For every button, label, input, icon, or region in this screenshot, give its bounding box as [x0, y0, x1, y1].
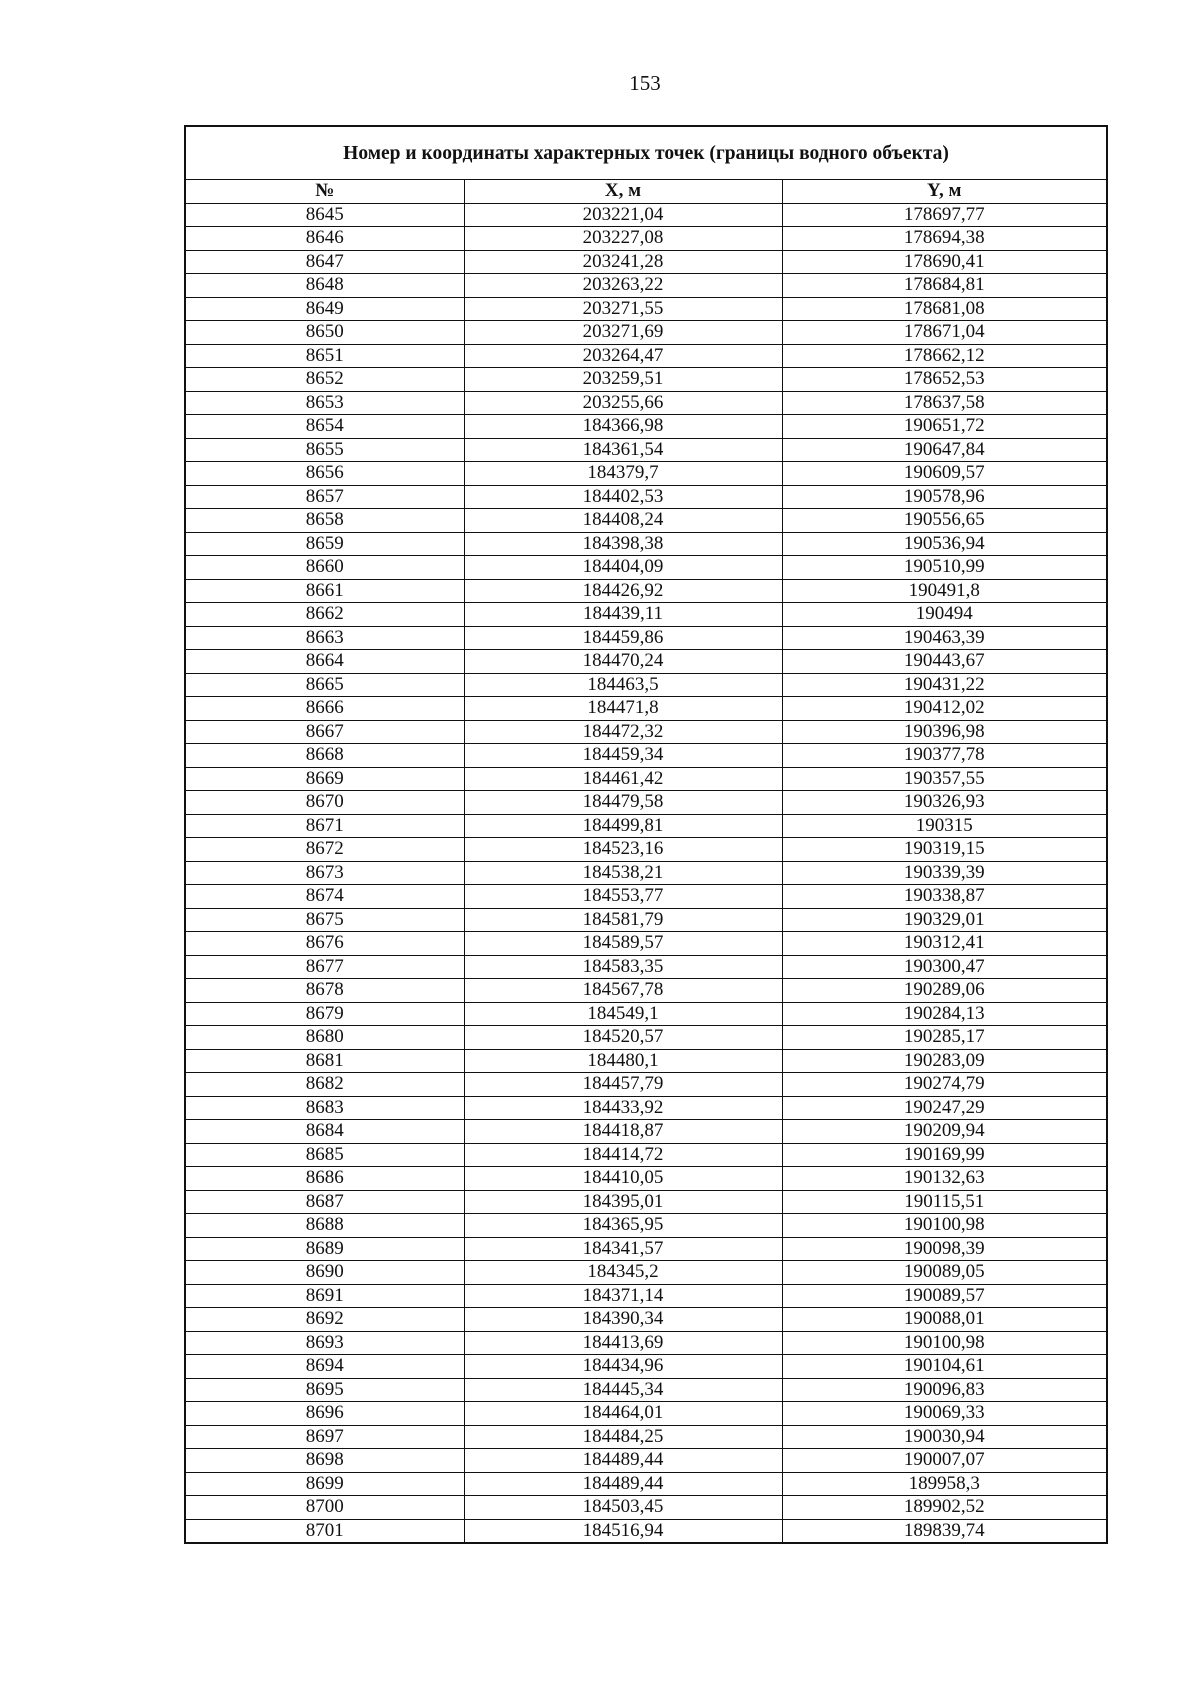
- table-row: [185, 462, 1107, 486]
- point-number-cell: 8686: [185, 1167, 464, 1191]
- table-row: [185, 1472, 1107, 1496]
- table-row: [185, 1143, 1107, 1167]
- table-row: [185, 1284, 1107, 1308]
- x-coordinate-cell: 203259,51: [464, 368, 782, 392]
- y-coordinate-cell: 178652,53: [782, 368, 1107, 392]
- table-row: [185, 556, 1107, 580]
- table-row: [185, 932, 1107, 956]
- table-row: [185, 1331, 1107, 1355]
- y-coordinate-cell: 190132,63: [782, 1167, 1107, 1191]
- table-row: [185, 1449, 1107, 1473]
- point-number-cell: 8662: [185, 603, 464, 627]
- table-body: [185, 203, 1107, 1543]
- point-number-cell: 8669: [185, 767, 464, 791]
- y-coordinate-cell: 190609,57: [782, 462, 1107, 486]
- point-number-cell: 8685: [185, 1143, 464, 1167]
- x-coordinate-cell: 184459,86: [464, 626, 782, 650]
- y-coordinate-cell: 190431,22: [782, 673, 1107, 697]
- x-coordinate-cell: 184434,96: [464, 1355, 782, 1379]
- header-x: X, м: [464, 180, 782, 204]
- y-coordinate-cell: 190494: [782, 603, 1107, 627]
- x-coordinate-cell: 203264,47: [464, 344, 782, 368]
- table-row: [185, 885, 1107, 909]
- y-coordinate-cell: 190284,13: [782, 1002, 1107, 1026]
- table-row: [185, 1120, 1107, 1144]
- y-coordinate-cell: 190651,72: [782, 415, 1107, 439]
- table-row: [185, 368, 1107, 392]
- table-row: [185, 1167, 1107, 1191]
- x-coordinate-cell: 184489,44: [464, 1449, 782, 1473]
- y-coordinate-cell: 190647,84: [782, 438, 1107, 462]
- point-number-cell: 8670: [185, 791, 464, 815]
- x-coordinate-cell: 184395,01: [464, 1190, 782, 1214]
- point-number-cell: 8661: [185, 579, 464, 603]
- y-coordinate-cell: 190329,01: [782, 908, 1107, 932]
- point-number-cell: 8695: [185, 1378, 464, 1402]
- x-coordinate-cell: 184418,87: [464, 1120, 782, 1144]
- point-number-cell: 8658: [185, 509, 464, 533]
- y-coordinate-cell: 190285,17: [782, 1026, 1107, 1050]
- y-coordinate-cell: 190319,15: [782, 838, 1107, 862]
- table-row: [185, 979, 1107, 1003]
- point-number-cell: 8690: [185, 1261, 464, 1285]
- x-coordinate-cell: 184499,81: [464, 814, 782, 838]
- y-coordinate-cell: 190312,41: [782, 932, 1107, 956]
- table-row: [185, 391, 1107, 415]
- x-coordinate-cell: 184480,1: [464, 1049, 782, 1073]
- y-coordinate-cell: 190491,8: [782, 579, 1107, 603]
- x-coordinate-cell: 184345,2: [464, 1261, 782, 1285]
- x-coordinate-cell: 184464,01: [464, 1402, 782, 1426]
- point-number-cell: 8689: [185, 1237, 464, 1261]
- x-coordinate-cell: 203263,22: [464, 274, 782, 298]
- y-coordinate-cell: 190315: [782, 814, 1107, 838]
- table-row: [185, 415, 1107, 439]
- y-coordinate-cell: 190100,98: [782, 1331, 1107, 1355]
- table-row: [185, 1002, 1107, 1026]
- y-coordinate-cell: 190069,33: [782, 1402, 1107, 1426]
- table-title: Номер и координаты характерных точек (границы водного объекта): [185, 126, 1107, 180]
- table-row: [185, 838, 1107, 862]
- x-coordinate-cell: 184371,14: [464, 1284, 782, 1308]
- y-coordinate-cell: 190357,55: [782, 767, 1107, 791]
- point-number-cell: 8649: [185, 297, 464, 321]
- table-row: [185, 814, 1107, 838]
- y-coordinate-cell: 178671,04: [782, 321, 1107, 345]
- point-number-cell: 8654: [185, 415, 464, 439]
- x-coordinate-cell: 184523,16: [464, 838, 782, 862]
- point-number-cell: 8678: [185, 979, 464, 1003]
- point-number-cell: 8675: [185, 908, 464, 932]
- y-coordinate-cell: 190030,94: [782, 1425, 1107, 1449]
- x-coordinate-cell: 184471,8: [464, 697, 782, 721]
- point-number-cell: 8681: [185, 1049, 464, 1073]
- table-row: [185, 626, 1107, 650]
- point-number-cell: 8651: [185, 344, 464, 368]
- point-number-cell: 8683: [185, 1096, 464, 1120]
- x-coordinate-cell: 184361,54: [464, 438, 782, 462]
- table-row: [185, 1214, 1107, 1238]
- x-coordinate-cell: 184413,69: [464, 1331, 782, 1355]
- header-y: Y, м: [782, 180, 1107, 204]
- y-coordinate-cell: 190247,29: [782, 1096, 1107, 1120]
- y-coordinate-cell: 190300,47: [782, 955, 1107, 979]
- table-row: [185, 344, 1107, 368]
- y-coordinate-cell: 190089,05: [782, 1261, 1107, 1285]
- y-coordinate-cell: 190209,94: [782, 1120, 1107, 1144]
- table-row: [185, 767, 1107, 791]
- y-coordinate-cell: 190463,39: [782, 626, 1107, 650]
- table-row: [185, 532, 1107, 556]
- y-coordinate-cell: 190556,65: [782, 509, 1107, 533]
- x-coordinate-cell: 184589,57: [464, 932, 782, 956]
- table-row: [185, 485, 1107, 509]
- table-row: [185, 650, 1107, 674]
- y-coordinate-cell: 190007,07: [782, 1449, 1107, 1473]
- table-row: [185, 603, 1107, 627]
- table-row: [185, 1096, 1107, 1120]
- x-coordinate-cell: 184439,11: [464, 603, 782, 627]
- y-coordinate-cell: 178694,38: [782, 227, 1107, 251]
- table-row: [185, 673, 1107, 697]
- header-number: №: [185, 180, 464, 204]
- point-number-cell: 8674: [185, 885, 464, 909]
- x-coordinate-cell: 184457,79: [464, 1073, 782, 1097]
- point-number-cell: 8660: [185, 556, 464, 580]
- point-number-cell: 8676: [185, 932, 464, 956]
- point-number-cell: 8657: [185, 485, 464, 509]
- y-coordinate-cell: 190096,83: [782, 1378, 1107, 1402]
- y-coordinate-cell: 189902,52: [782, 1496, 1107, 1520]
- point-number-cell: 8650: [185, 321, 464, 345]
- y-coordinate-cell: 190443,67: [782, 650, 1107, 674]
- table-row: [185, 297, 1107, 321]
- y-coordinate-cell: 190088,01: [782, 1308, 1107, 1332]
- x-coordinate-cell: 184459,34: [464, 744, 782, 768]
- table-row: [185, 1378, 1107, 1402]
- point-number-cell: 8668: [185, 744, 464, 768]
- point-number-cell: 8653: [185, 391, 464, 415]
- y-coordinate-cell: 190339,39: [782, 861, 1107, 885]
- x-coordinate-cell: 184520,57: [464, 1026, 782, 1050]
- point-number-cell: 8677: [185, 955, 464, 979]
- x-coordinate-cell: 184553,77: [464, 885, 782, 909]
- point-number-cell: 8688: [185, 1214, 464, 1238]
- table-row: [185, 791, 1107, 815]
- table-row: [185, 250, 1107, 274]
- x-coordinate-cell: 184472,32: [464, 720, 782, 744]
- table-row: [185, 203, 1107, 227]
- point-number-cell: 8665: [185, 673, 464, 697]
- point-number-cell: 8698: [185, 1449, 464, 1473]
- point-number-cell: 8700: [185, 1496, 464, 1520]
- point-number-cell: 8672: [185, 838, 464, 862]
- table-row: [185, 1237, 1107, 1261]
- x-coordinate-cell: 203221,04: [464, 203, 782, 227]
- page-number: 153: [629, 71, 661, 95]
- x-coordinate-cell: 184398,38: [464, 532, 782, 556]
- y-coordinate-cell: 189958,3: [782, 1472, 1107, 1496]
- x-coordinate-cell: 184404,09: [464, 556, 782, 580]
- x-coordinate-cell: 184470,24: [464, 650, 782, 674]
- x-coordinate-cell: 184445,34: [464, 1378, 782, 1402]
- x-coordinate-cell: 184341,57: [464, 1237, 782, 1261]
- point-number-cell: 8679: [185, 1002, 464, 1026]
- x-coordinate-cell: 184549,1: [464, 1002, 782, 1026]
- y-coordinate-cell: 190536,94: [782, 532, 1107, 556]
- point-number-cell: 8697: [185, 1425, 464, 1449]
- y-coordinate-cell: 190169,99: [782, 1143, 1107, 1167]
- y-coordinate-cell: 178684,81: [782, 274, 1107, 298]
- x-coordinate-cell: 184426,92: [464, 579, 782, 603]
- x-coordinate-cell: 184433,92: [464, 1096, 782, 1120]
- table-row: [185, 1519, 1107, 1543]
- point-number-cell: 8671: [185, 814, 464, 838]
- x-coordinate-cell: 184516,94: [464, 1519, 782, 1543]
- y-coordinate-cell: 190377,78: [782, 744, 1107, 768]
- y-coordinate-cell: 190104,61: [782, 1355, 1107, 1379]
- table-row: [185, 1049, 1107, 1073]
- point-number-cell: 8701: [185, 1519, 464, 1543]
- x-coordinate-cell: 203271,55: [464, 297, 782, 321]
- point-number-cell: 8687: [185, 1190, 464, 1214]
- point-number-cell: 8664: [185, 650, 464, 674]
- table-row: [185, 1073, 1107, 1097]
- x-coordinate-cell: 184484,25: [464, 1425, 782, 1449]
- point-number-cell: 8696: [185, 1402, 464, 1426]
- point-number-cell: 8645: [185, 203, 464, 227]
- table-row: [185, 1308, 1107, 1332]
- x-coordinate-cell: 184366,98: [464, 415, 782, 439]
- y-coordinate-cell: 190326,93: [782, 791, 1107, 815]
- y-coordinate-cell: 190089,57: [782, 1284, 1107, 1308]
- x-coordinate-cell: 184461,42: [464, 767, 782, 791]
- table-row: [185, 1190, 1107, 1214]
- x-coordinate-cell: 203271,69: [464, 321, 782, 345]
- table-row: [185, 720, 1107, 744]
- x-coordinate-cell: 203241,28: [464, 250, 782, 274]
- x-coordinate-cell: 184414,72: [464, 1143, 782, 1167]
- y-coordinate-cell: 190274,79: [782, 1073, 1107, 1097]
- point-number-cell: 8684: [185, 1120, 464, 1144]
- table-row: [185, 321, 1107, 345]
- y-coordinate-cell: 178662,12: [782, 344, 1107, 368]
- coordinates-table: [184, 125, 1108, 1544]
- point-number-cell: 8655: [185, 438, 464, 462]
- table-row: [185, 955, 1107, 979]
- table-row: [185, 1402, 1107, 1426]
- point-number-cell: 8663: [185, 626, 464, 650]
- x-coordinate-cell: 184410,05: [464, 1167, 782, 1191]
- point-number-cell: 8648: [185, 274, 464, 298]
- y-coordinate-cell: 190338,87: [782, 885, 1107, 909]
- point-number-cell: 8692: [185, 1308, 464, 1332]
- table-row: [185, 1496, 1107, 1520]
- table-row: [185, 744, 1107, 768]
- y-coordinate-cell: 190283,09: [782, 1049, 1107, 1073]
- x-coordinate-cell: 184379,7: [464, 462, 782, 486]
- table-row: [185, 697, 1107, 721]
- point-number-cell: 8680: [185, 1026, 464, 1050]
- point-number-cell: 8666: [185, 697, 464, 721]
- y-coordinate-cell: 178697,77: [782, 203, 1107, 227]
- point-number-cell: 8652: [185, 368, 464, 392]
- x-coordinate-cell: 184489,44: [464, 1472, 782, 1496]
- y-coordinate-cell: 189839,74: [782, 1519, 1107, 1543]
- point-number-cell: 8667: [185, 720, 464, 744]
- y-coordinate-cell: 190289,06: [782, 979, 1107, 1003]
- table-row: [185, 1425, 1107, 1449]
- point-number-cell: 8693: [185, 1331, 464, 1355]
- y-coordinate-cell: 190098,39: [782, 1237, 1107, 1261]
- x-coordinate-cell: 184408,24: [464, 509, 782, 533]
- x-coordinate-cell: 184567,78: [464, 979, 782, 1003]
- y-coordinate-cell: 190412,02: [782, 697, 1107, 721]
- y-coordinate-cell: 190115,51: [782, 1190, 1107, 1214]
- y-coordinate-cell: 190100,98: [782, 1214, 1107, 1238]
- x-coordinate-cell: 184463,5: [464, 673, 782, 697]
- x-coordinate-cell: 184538,21: [464, 861, 782, 885]
- x-coordinate-cell: 203255,66: [464, 391, 782, 415]
- point-number-cell: 8656: [185, 462, 464, 486]
- point-number-cell: 8659: [185, 532, 464, 556]
- y-coordinate-cell: 178637,58: [782, 391, 1107, 415]
- x-coordinate-cell: 184479,58: [464, 791, 782, 815]
- x-coordinate-cell: 184503,45: [464, 1496, 782, 1520]
- point-number-cell: 8682: [185, 1073, 464, 1097]
- table-row: [185, 438, 1107, 462]
- table-row: [185, 509, 1107, 533]
- table-row: [185, 579, 1107, 603]
- table-row: [185, 274, 1107, 298]
- y-coordinate-cell: 190578,96: [782, 485, 1107, 509]
- y-coordinate-cell: 178690,41: [782, 250, 1107, 274]
- x-coordinate-cell: 184581,79: [464, 908, 782, 932]
- point-number-cell: 8691: [185, 1284, 464, 1308]
- table-row: [185, 861, 1107, 885]
- point-number-cell: 8694: [185, 1355, 464, 1379]
- x-coordinate-cell: 184402,53: [464, 485, 782, 509]
- table-row: [185, 1261, 1107, 1285]
- y-coordinate-cell: 178681,08: [782, 297, 1107, 321]
- x-coordinate-cell: 184390,34: [464, 1308, 782, 1332]
- point-number-cell: 8647: [185, 250, 464, 274]
- table-header-row: [185, 180, 1107, 204]
- table-row: [185, 1355, 1107, 1379]
- x-coordinate-cell: 184365,95: [464, 1214, 782, 1238]
- y-coordinate-cell: 190510,99: [782, 556, 1107, 580]
- x-coordinate-cell: 184583,35: [464, 955, 782, 979]
- point-number-cell: 8673: [185, 861, 464, 885]
- point-number-cell: 8646: [185, 227, 464, 251]
- point-number-cell: 8699: [185, 1472, 464, 1496]
- table-row: [185, 1026, 1107, 1050]
- table-row: [185, 227, 1107, 251]
- table-row: [185, 908, 1107, 932]
- y-coordinate-cell: 190396,98: [782, 720, 1107, 744]
- x-coordinate-cell: 203227,08: [464, 227, 782, 251]
